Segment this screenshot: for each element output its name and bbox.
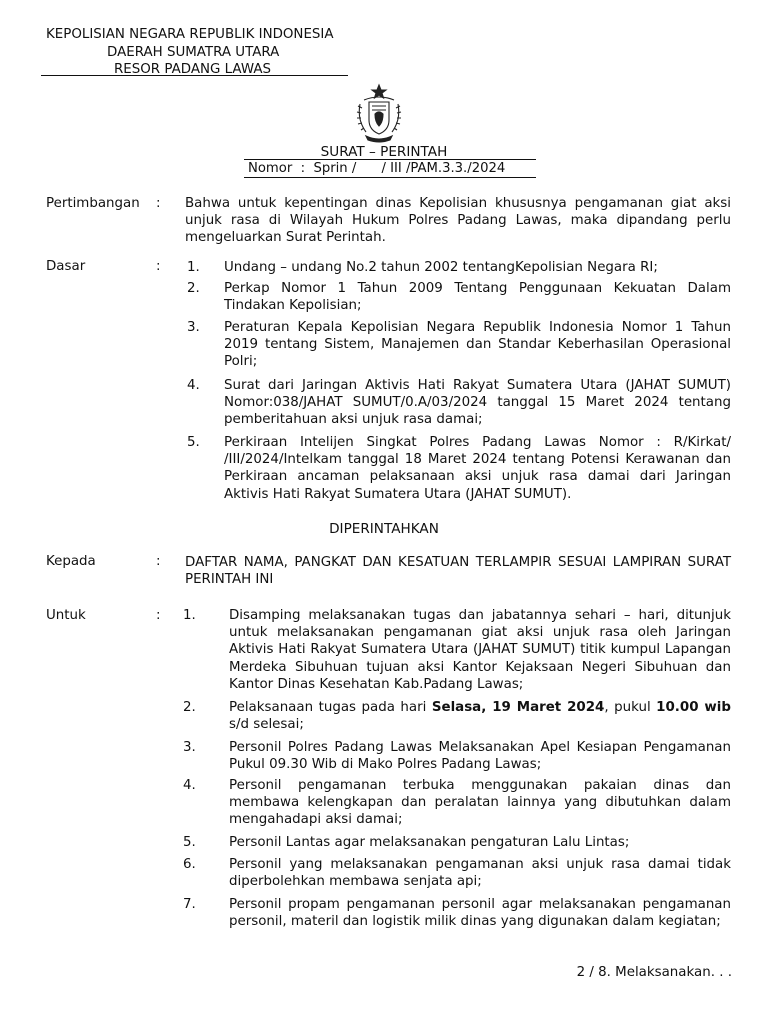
pertimbangan-colon: : bbox=[156, 196, 161, 211]
page-continuation: 2 / 8. Melaksanakan. . . bbox=[576, 965, 732, 980]
untuk-colon: : bbox=[156, 608, 161, 623]
untuk-item-number: 6. bbox=[183, 857, 196, 872]
pertimbangan-label: Pertimbangan bbox=[46, 196, 140, 211]
header-institution: KEPOLISIAN NEGARA REPUBLIK INDONESIA bbox=[46, 27, 334, 42]
untuk-item-number: 3. bbox=[183, 740, 196, 755]
untuk-item-text: Pelaksanaan tugas pada hari Selasa, 19 Maret 2024, pukul 10.00 wib s/d selesai; bbox=[229, 700, 731, 733]
header-resort: RESOR PADANG LAWAS bbox=[114, 62, 271, 77]
dasar-label: Dasar bbox=[46, 259, 86, 274]
dasar-item-text: Undang – undang No.2 tahun 2002 tentangKepolisian Negara RI; bbox=[224, 260, 658, 275]
untuk-item-text: Personil Lantas agar melaksanakan pengaturan Lalu Lintas; bbox=[229, 835, 630, 850]
untuk-item-number: 5. bbox=[183, 835, 196, 850]
time-highlight: 10.00 wib bbox=[656, 700, 731, 715]
dasar-item-text: Peraturan Kepala Kepolisian Negara Republik Indonesia Nomor 1 Tahun 2019 tentang Sistem, Manajemen dan Standar Keberhasilan Operasional Polri; bbox=[224, 320, 731, 370]
dasar-item-number: 3. bbox=[187, 320, 200, 335]
untuk-item-number: 7. bbox=[183, 897, 196, 912]
dasar-item-number: 4. bbox=[187, 378, 200, 393]
untuk-item-text: Disamping melaksanakan tugas dan jabatannya sehari – hari, ditunjuk untuk melaksanakan pengamanan giat aksi unjuk rasa oleh Jaringan Aktivis Hati Rakyat Sumatera Utara (JAHAT SUMUT) titik kumpul Lapangan Merdeka Sibuhuan tujuan aksi Kantor Kejaksaan Negeri Sibuhuan dan Kantor Dinas Kesehatan Kab.Padang Lawas; bbox=[229, 608, 731, 692]
header-underline bbox=[41, 75, 348, 76]
dasar-item-text: Perkap Nomor 1 Tahun 2009 Tentang Penggunaan Kekuatan Dalam Tindakan Kepolisian; bbox=[224, 281, 731, 314]
document-title: SURAT – PERINTAH bbox=[320, 144, 448, 160]
untuk-item-number: 4. bbox=[183, 778, 196, 793]
dasar-item-number: 1. bbox=[187, 260, 200, 275]
pertimbangan-text: Bahwa untuk kepentingan dinas Kepolisian khususnya pengamanan giat aksi unjuk rasa di Wilayah Hukum Polres Padang Lawas, maka dipandang perlu mengeluarkan Surat Perintah. bbox=[185, 196, 731, 246]
dasar-item-text: Perkiraan Intelijen Singkat Polres Padang Lawas Nomor : R/Kirkat/ /III/2024/Intelkam tanggal 18 Maret 2024 tentang Potensi Kerawanan dan Perkiraan ancaman pelaksanaan aksi unjuk rasa damai dari Jaringan Aktivis Hati Rakyat Sumatera Utara (JAHAT SUMUT). bbox=[224, 435, 731, 502]
document-number: Nomor : Sprin / / III /PAM.3.3./2024 bbox=[248, 161, 506, 176]
dasar-item-text: Surat dari Jaringan Aktivis Hati Rakyat Sumatera Utara (JAHAT SUMUT) Nomor:038/JAHAT SUMUT/0.A/03/2024 tanggal 15 Maret 2024 tentang pemberitahuan aksi unjuk rasa damai; bbox=[224, 378, 731, 428]
kepada-label: Kepada bbox=[46, 554, 96, 569]
dasar-colon: : bbox=[156, 259, 161, 274]
kepada-text: DAFTAR NAMA, PANGKAT DAN KESATUAN TERLAMPIR SESUAI LAMPIRAN SURAT PERINTAH INI bbox=[185, 555, 731, 588]
untuk-item-text: Personil propam pengamanan personil agar melaksanakan pengamanan personil, materil dan logistik milik dinas yang digunakan dalam kegiatan; bbox=[229, 897, 731, 930]
number-underline bbox=[244, 177, 536, 178]
date-highlight: Selasa, 19 Maret 2024 bbox=[431, 700, 605, 715]
kepada-colon: : bbox=[156, 554, 161, 569]
untuk-item-number: 1. bbox=[183, 608, 196, 623]
police-emblem-icon bbox=[352, 82, 406, 144]
dasar-item-number: 2. bbox=[187, 281, 200, 296]
untuk-item-number: 2. bbox=[183, 700, 196, 715]
untuk-item-text: Personil yang melaksanakan pengamanan aksi unjuk rasa damai tidak diperbolehkan membawa senjata api; bbox=[229, 857, 731, 890]
untuk-label: Untuk bbox=[46, 608, 86, 623]
dasar-item-number: 5. bbox=[187, 435, 200, 450]
diperintahkan-heading: DIPERINTAHKAN bbox=[329, 521, 439, 537]
untuk-item-text: Personil Polres Padang Lawas Melaksanakan Apel Kesiapan Pengamanan Pukul 09.30 Wib di Mako Polres Padang Lawas; bbox=[229, 740, 731, 773]
untuk-item-text: Personil pengamanan terbuka menggunakan pakaian dinas dan membawa kelengkapan dan peralatan lainnya yang dibutuhkan dalam mengahadapi aksi damai; bbox=[229, 778, 731, 828]
header-region: DAERAH SUMATRA UTARA bbox=[107, 45, 280, 60]
